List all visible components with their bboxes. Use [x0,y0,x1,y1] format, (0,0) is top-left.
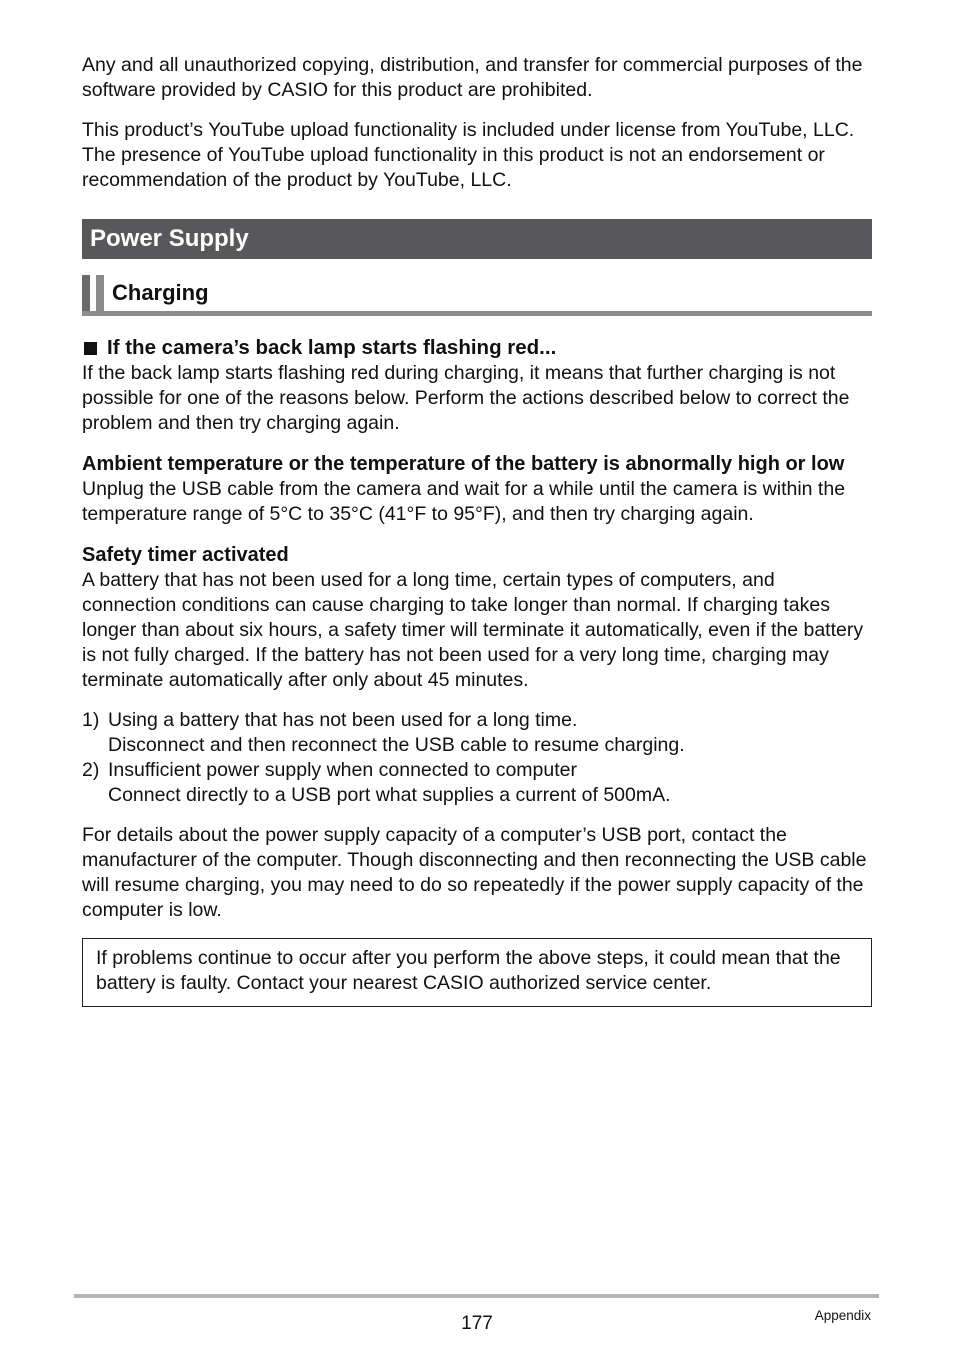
temperature-heading: Ambient temperature or the temperature of the battery is abnormally high or low [82,453,845,475]
page-number: 177 [461,1313,493,1334]
subsection-title: Charging [112,280,209,305]
page-content [82,53,872,1007]
heading-bar-1 [82,275,90,311]
step-line-2: Disconnect and then reconnect the USB cable to resume charging. [108,734,685,756]
step-number: 2) [82,759,100,781]
safety-timer-heading: Safety timer activated [82,544,289,566]
steps-list [82,708,872,808]
bullet-heading [82,335,872,361]
bullet-paragraph: If the back lamp starts flashing red during charging, it means that further charging is not possible for one of the reasons below. Perform the actions described below to correct the problem and then try charging again. [82,362,850,434]
step-line-1: Using a battery that has not been used for a long time. [108,709,578,731]
temperature-paragraph: Unplug the USB cable from the camera and wait for a while until the camera is within the temperature range of 5°C to 35°C (41°F to 95°F), and then try charging again. [82,478,846,525]
step-text [108,758,671,808]
footer-section-label: Appendix [814,1308,871,1323]
intro-paragraph-2: This product’s YouTube upload functionality is included under license from YouTube, LLC. The presence of YouTube upload functionality in this product is not an endorsement or recommendation of the product by YouTube, LLC. [82,119,855,191]
note-text: If problems continue to occur after you perform the above steps, it could mean that the battery is faulty. Contact your nearest CASIO authorized service center. [96,947,841,994]
section-title: Power Supply [90,225,249,252]
step-text [108,708,685,758]
step-line-1: Insufficient power supply when connected to computer [108,759,577,781]
details-paragraph: For details about the power supply capacity of a computer’s USB port, contact the manufacturer of the computer. Though disconnecting and then reconnecting the USB cable will resume charging, you may need to do so repeatedly if the power supply capacity of the computer is low. [82,824,867,921]
list-item [82,708,872,758]
footer-divider [74,1294,879,1298]
safety-timer-paragraph: A battery that has not been used for a long time, certain types of computers, and connection conditions can cause charging to take longer than normal. If charging takes longer than about six hours, a safety timer will terminate it automatically, even if the battery is not fully charged. If the battery has not been used for a very long time, charging may terminate automatically after only about 45 minutes. [82,569,864,691]
heading-bars-decoration [82,275,104,311]
note-box [82,938,872,1007]
square-bullet-icon [84,342,97,355]
bullet-heading-text: If the camera’s back lamp starts flashing red... [107,336,557,359]
section-title-bar [82,219,872,259]
intro-paragraph-1: Any and all unauthorized copying, distribution, and transfer for commercial purposes of the software provided by CASIO for this product are prohibited. [82,54,863,101]
subsection-heading [82,275,872,316]
list-item [82,758,872,808]
heading-bar-2 [96,275,104,311]
step-number: 1) [82,709,100,731]
step-line-2: Connect directly to a USB port what supplies a current of 500mA. [108,784,671,806]
